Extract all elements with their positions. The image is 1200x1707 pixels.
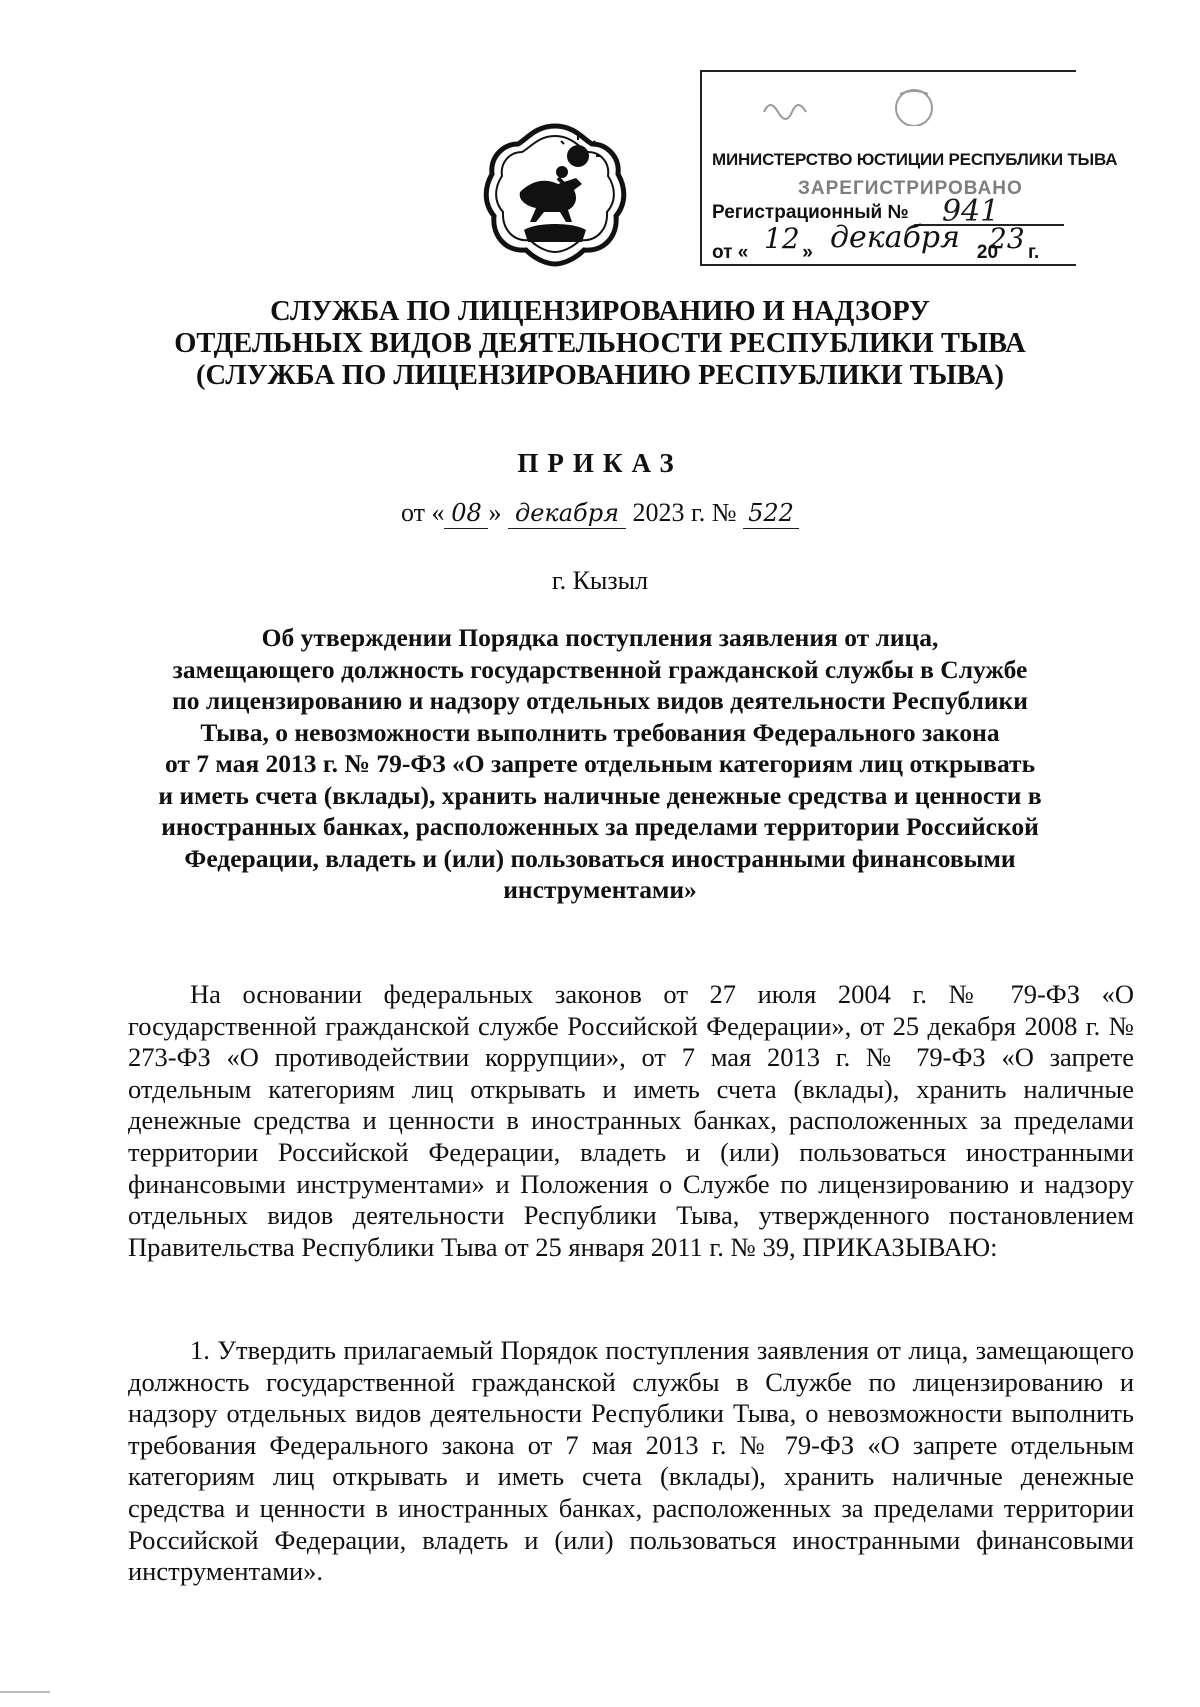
org-line-1: СЛУЖБА ПО ЛИЦЕНЗИРОВАНИЮ И НАДЗОРУ <box>270 296 930 327</box>
city-name: г. Кызыл <box>551 566 649 595</box>
subject-line: иностранных банках, расположенных за пределами территории Российской <box>161 812 1039 841</box>
order-subject-title <box>120 622 1080 906</box>
order-date-year: 2023 г. № <box>632 498 737 527</box>
document-type-title: ПРИКАЗ <box>517 448 683 478</box>
order-date-prefix: от « <box>400 498 445 527</box>
org-line-2: ОТДЕЛЬНЫХ ВИДОВ ДЕЯТЕЛЬНОСТИ РЕСПУБЛИКИ ТЫВА <box>174 328 1026 359</box>
subject-line: Федерации, владеть и (или) пользоваться иностранными финансовыми <box>184 843 1016 873</box>
subject-line: по лицензированию и надзору отдельных видов деятельности Республики <box>172 686 1028 715</box>
stamp-registered-label: ЗАРЕГИСТРИРОВАНО <box>798 178 1023 199</box>
faded-stamp-header <box>724 86 1054 126</box>
organization-name <box>100 296 1100 392</box>
coat-of-arms-emblem <box>480 118 630 268</box>
stamp-date-end: г. <box>1028 242 1040 263</box>
stamp-date-year-prefix: 20 <box>976 242 999 263</box>
order-month-handwritten: декабря <box>508 498 626 529</box>
stamp-month-handwritten: декабря <box>830 220 960 255</box>
order-day-handwritten: 08 <box>444 498 488 529</box>
stamp-month-underline <box>820 264 980 266</box>
order-number-handwritten: 522 <box>743 498 799 529</box>
registration-stamp <box>700 70 1118 266</box>
org-line-3: (СЛУЖБА ПО ЛИЦЕНЗИРОВАНИЮ РЕСПУБЛИКИ ТЫВА) <box>196 360 1004 391</box>
subject-line: Тыва, о невозможности выполнить требования Федерального закона <box>200 717 1000 747</box>
stamp-year-handwritten: 23 <box>989 222 1025 255</box>
stamp-day-underline <box>752 264 812 266</box>
subject-line: Об утверждении Порядка поступления заявления от лица, <box>261 623 939 652</box>
subject-line: и иметь счета (вклады), хранить наличные денежные средства и ценности в <box>158 780 1042 810</box>
subject-line: от 7 мая 2013 г. № 79-ФЗ «О запрете отдельным категориям лиц открывать <box>164 749 1036 778</box>
stamp-ministry-name: МИНИСТЕРСТВО ЮСТИЦИИ РЕСПУБЛИКИ ТЫВА <box>712 150 1118 169</box>
stamp-date-prefix: от « <box>712 242 749 263</box>
stamp-reg-number-label: Регистрационный № <box>712 202 909 223</box>
subject-line: инструментами» <box>503 875 697 904</box>
order-date-line <box>100 498 1100 529</box>
stamp-reg-number-handwritten: 941 <box>942 194 1000 229</box>
order-date-mid: » <box>488 498 502 527</box>
scan-edge-mark <box>0 1691 50 1693</box>
stamp-day-handwritten: 12 <box>764 222 800 255</box>
subject-line: замещающего должность государственной гражданской службы в Службе <box>172 654 1028 684</box>
preamble-paragraph: На основании федеральных законов от 27 июля 2004 г. № 79-ФЗ «О государственной гражданской службе Российской Федерации», от 25 декабря 2008 г. № 273-ФЗ «О противодействии коррупции», от 7 мая 2013 г. № 79-ФЗ «О запрете отдельным категориям лиц открывать и иметь счета (вклады), хранить наличные денежные средства и ценности в иностранных банках, расположенных за пределами территории Российской Федерации, владеть и (или) пользоваться иностранными финансовыми инструментами» и Положения о Службе по лицензированию и надзору отдельных видов деятельности Республики Тыва, утвержденного постановлением Правительства Республики Тыва от 25 января 2011 г. № 39, ПРИКАЗЫВАЮ: <box>128 979 1134 1262</box>
stamp-date-mid: » <box>802 242 813 263</box>
clause-1-paragraph: 1. Утвердить прилагаемый Порядок поступления заявления от лица, замещающего должность государственной гражданской службы в Службе по лицензированию и надзору отдельных видов деятельности Республики Тыва, о невозможности выполнить требования Федерального закона от 7 мая 2013 г. № 79-ФЗ «О запрете отдельным категориям лиц открывать и иметь счета (вклады), хранить наличные денежные средства и ценности в иностранных банках, расположенных за пределами территории Российской Федерации, владеть и (или) пользоваться иностранными финансовыми инструментами». <box>128 1335 1134 1587</box>
